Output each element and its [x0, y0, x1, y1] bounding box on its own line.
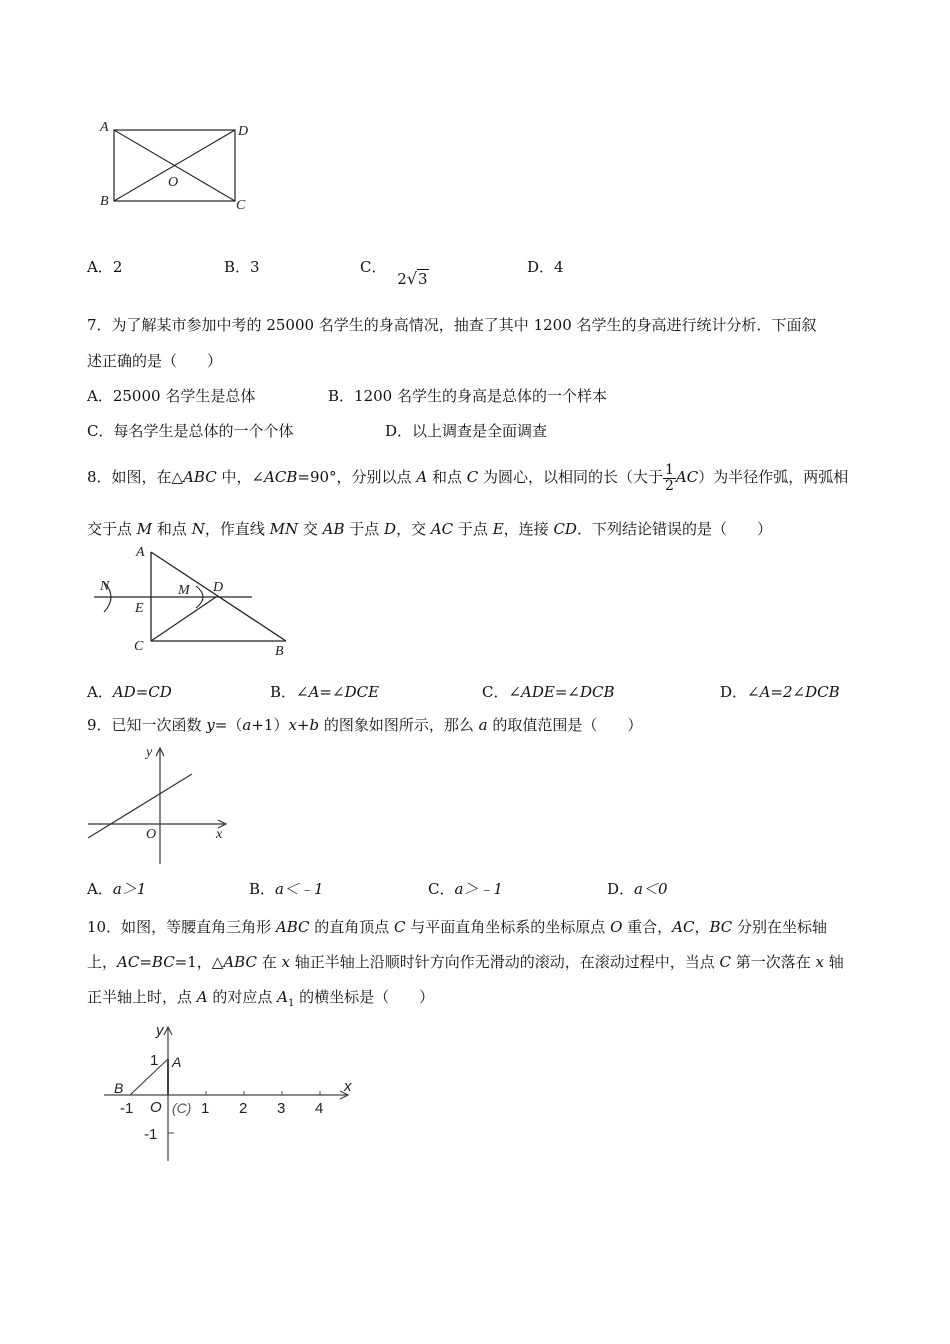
text: 的横坐标是（ ）: [294, 988, 435, 1006]
segment-cd: [151, 597, 216, 641]
text: 和点: [152, 520, 192, 538]
label-c: (C): [172, 1100, 192, 1116]
text: N: [191, 520, 205, 538]
text: x: [815, 953, 825, 971]
text: E: [492, 520, 504, 538]
q10-stem-line3: [87, 986, 434, 1009]
q9-stem: [87, 714, 642, 735]
q9-option-a[interactable]: [87, 878, 146, 899]
label-x-4: 4: [315, 1100, 324, 1117]
q8-stem-line1: [87, 463, 848, 493]
text: =1，△: [174, 953, 224, 971]
label-a: A: [100, 120, 109, 135]
q6-rectangle-figure: [92, 115, 262, 220]
q8-option-b[interactable]: [270, 681, 379, 702]
label-x: x: [344, 1078, 352, 1095]
text: 交于点: [87, 520, 137, 538]
sqrt-coefficient: 2: [397, 270, 407, 288]
label-b: B: [114, 1080, 124, 1096]
q6-option-c-prefix: C．: [360, 258, 387, 276]
text: ）为半径作弧，两弧相: [698, 468, 849, 487]
option-prefix: A．: [87, 880, 113, 898]
text: +: [296, 716, 310, 734]
text: 正半轴上时，点: [87, 988, 197, 1006]
label-y: y: [156, 1022, 164, 1039]
text: 上，: [87, 953, 118, 971]
text: AC: [430, 520, 454, 538]
subscript: 1: [288, 998, 295, 1009]
fraction-denominator: 2: [665, 477, 674, 494]
text: D: [384, 520, 397, 538]
option-prefix: D．: [720, 683, 748, 701]
label-c: C: [236, 198, 246, 213]
text: 在: [256, 953, 282, 971]
text: 重合，: [622, 918, 673, 936]
text: a: [478, 716, 488, 734]
label-x-1: 1: [201, 1100, 210, 1117]
label-y-1: 1: [150, 1052, 159, 1069]
text: =（: [214, 716, 243, 734]
text: 的对应点: [207, 988, 278, 1006]
text: ABC: [275, 918, 310, 936]
text: CD: [553, 520, 577, 538]
label-o: O: [146, 827, 157, 842]
q6-option-b[interactable]: B．3: [224, 258, 260, 276]
q9-option-b[interactable]: [249, 878, 324, 899]
text: b: [309, 716, 320, 734]
text: ，连接: [503, 520, 554, 538]
label-x-neg1: -1: [120, 1100, 134, 1117]
option-prefix: A．: [87, 683, 113, 701]
fraction-numerator: 1: [665, 462, 674, 478]
text: ACB: [264, 468, 298, 487]
text: C: [394, 918, 406, 936]
q9-graph-figure: [84, 740, 234, 870]
text: 的取值范围是（ ）: [487, 716, 643, 734]
q10-stem-line1: [87, 916, 827, 937]
label-e: E: [135, 601, 144, 616]
option-expression: AD=CD: [112, 683, 172, 701]
text: 于点: [453, 520, 493, 538]
q9-option-c[interactable]: [428, 878, 503, 899]
fraction-one-half: [663, 463, 676, 493]
text: O: [610, 918, 623, 936]
option-expression: ∠A=2∠DCB: [747, 683, 840, 701]
text: 轴正半轴上沿顺时针方向作无滑动的滚动，在滚动过程中，当点: [289, 953, 720, 971]
text: 10．如图，等腰直角三角形: [87, 918, 276, 936]
text: 第一次落在: [731, 953, 816, 971]
label-c: C: [134, 639, 144, 654]
side-ab: [130, 1059, 168, 1095]
label-a: A: [172, 1054, 182, 1070]
q8-triangle-figure: [88, 542, 298, 662]
label-o: O: [168, 175, 179, 190]
text: 与平面直角坐标系的坐标原点: [405, 918, 611, 936]
option-prefix: C．: [428, 880, 455, 898]
q7-stem-line1: 7．为了解某市参加中考的 25000 名学生的身高情况，抽查了其中 1200 名学生的身高进行统计分析．下面叙: [87, 316, 817, 334]
text: AB: [322, 520, 345, 538]
q8-stem-line2: [87, 518, 772, 539]
label-x-3: 3: [277, 1100, 286, 1117]
text: C: [466, 468, 479, 487]
function-line: [88, 774, 192, 838]
text: A: [416, 468, 428, 487]
text: 轴: [824, 953, 844, 971]
label-x-2: 2: [239, 1100, 248, 1117]
text: ．下列结论错误的是（ ）: [576, 520, 772, 538]
option-expression: a＞﹣1: [454, 880, 503, 898]
q8-option-d[interactable]: [720, 681, 840, 702]
text: BC: [709, 918, 733, 936]
option-prefix: D．: [607, 880, 635, 898]
label-b: B: [100, 194, 109, 209]
label-n: N: [100, 579, 110, 594]
option-expression: a＞1: [112, 880, 147, 898]
text: 于点: [344, 520, 385, 538]
text: 8．如图，在△: [87, 468, 184, 487]
text: ABC: [183, 468, 217, 487]
text: AC=BC: [117, 953, 175, 971]
text: y: [206, 716, 215, 734]
text: C: [719, 953, 731, 971]
q8-option-c[interactable]: [482, 681, 615, 702]
q7-option-d[interactable]: D．以上调查是全面调查: [385, 422, 548, 440]
label-o: O: [150, 1099, 162, 1116]
q7-option-b[interactable]: B．1200 名学生的身高是总体的一个样本: [328, 387, 607, 405]
label-y: y: [146, 745, 153, 760]
text: ，: [694, 918, 710, 936]
text: 中，∠: [216, 468, 265, 487]
q8-option-a[interactable]: [87, 681, 172, 702]
text: A: [196, 988, 208, 1006]
label-m: M: [178, 583, 190, 598]
label-b: B: [275, 644, 284, 659]
text: ，交: [396, 520, 431, 538]
sqrt-radicand: 3: [418, 270, 428, 288]
option-prefix: C．: [482, 683, 509, 701]
text: 和点: [427, 468, 467, 487]
label-a: A: [136, 545, 145, 560]
text: x: [281, 953, 290, 971]
text: 的直角顶点: [309, 918, 395, 936]
option-expression: ∠ADE=∠DCB: [508, 683, 615, 701]
text: a: [242, 716, 252, 734]
label-x: x: [216, 827, 223, 842]
text: ABC: [223, 953, 257, 971]
text: 分别在坐标轴: [732, 918, 828, 936]
text: 9．已知一次函数: [87, 716, 207, 734]
label-d: D: [238, 124, 249, 139]
q10-coordinate-figure: [100, 1015, 365, 1165]
text: AC: [675, 468, 699, 487]
text: 交: [298, 520, 323, 538]
option-prefix: B．: [249, 880, 276, 898]
option-expression: ∠A=∠DCE: [296, 683, 380, 701]
text: M: [136, 520, 153, 538]
text: MN: [269, 520, 299, 538]
q6-option-c[interactable]: [360, 256, 428, 288]
option-expression: a＜0: [634, 880, 668, 898]
text: x: [288, 716, 297, 734]
option-expression: a＜﹣1: [275, 880, 324, 898]
option-prefix: B．: [270, 683, 297, 701]
label-d: D: [213, 580, 224, 595]
text: +1）: [251, 716, 289, 734]
text: 的图象如图所示，那么: [319, 716, 479, 734]
q6-option-a[interactable]: A．2: [87, 258, 123, 276]
text: AC: [672, 918, 695, 936]
q7-option-a[interactable]: A．25000 名学生是总体: [87, 387, 256, 405]
text: A: [277, 988, 289, 1006]
text: =90°，分别以点: [297, 468, 417, 487]
text: ，作直线: [204, 520, 270, 538]
label-y-neg1: -1: [144, 1126, 158, 1143]
q7-option-c[interactable]: C．每名学生是总体的一个个体: [87, 422, 294, 440]
q10-stem-line2: [87, 951, 844, 972]
q7-stem-line2: 述正确的是（ ）: [87, 352, 223, 370]
q9-option-d[interactable]: [607, 878, 668, 899]
text: 为圆心，以相同的长（大于: [478, 468, 663, 487]
q6-option-d[interactable]: D．4: [527, 258, 564, 276]
q6-option-c-sqrt: 2√3: [397, 269, 428, 288]
